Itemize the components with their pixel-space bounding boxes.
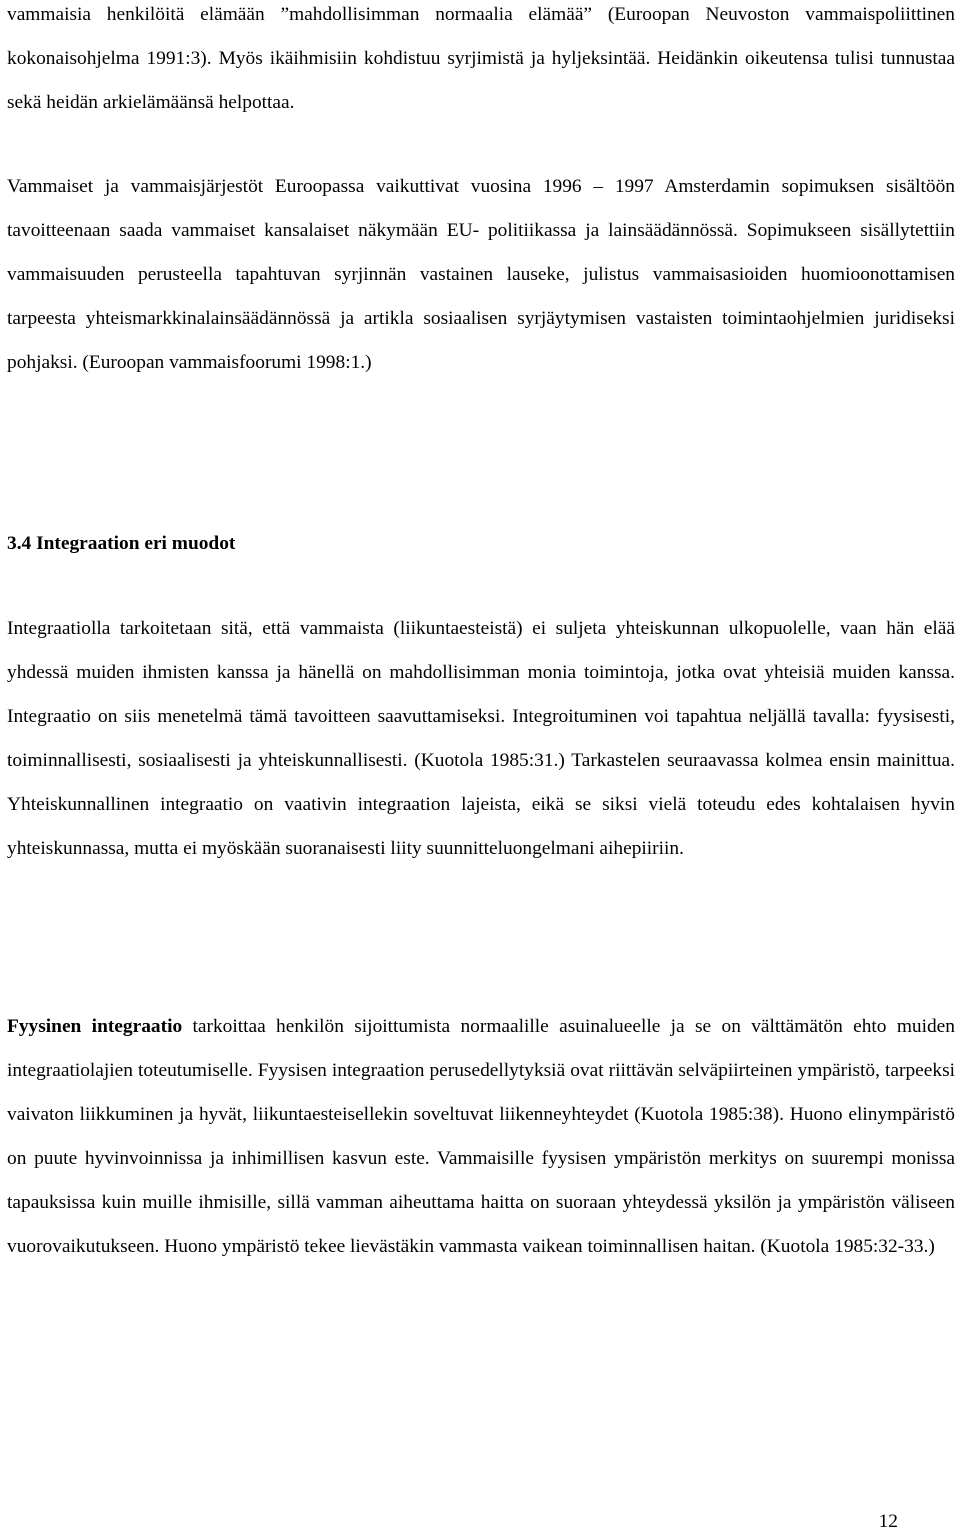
section-heading: 3.4 Integraation eri muodot — [7, 533, 236, 554]
physical-integration-text: tarkoittaa henkilön sijoittumista normaalille asuinalueelle ja se on välttämätön ehto muiden integraatiolajien toteutumiselle. Fyysisen integraation perusedellytyksiä ovat riittävän selväpiirteinen ympäristö, tarpeeksi vaivaton liikkuminen ja hyvät, liikuntaesteisellekin soveltuvat liikenneyhteydet (Kuotola 1985:38). Huono elinympäristö on puute hyvinvoinnissa ja inhimillisen kasvun este. Vammaisille fyysisen ympäristön merkitys on suurempi monissa tapauksissa kuin muille ihmisille, sillä vamman aiheuttama haitta on suoraan yhteydessä yksilön ja ympäristön väliseen vuorovaikutukseen. Huono ympäristö tekee lievästäkin vammasta vaikean toiminnallisen haitan. (Kuotola 1985:32-33.) — [7, 1016, 955, 1257]
body-paragraph-physical-integration — [7, 1005, 955, 1269]
body-paragraph-integration-definition: Integraatiolla tarkoitetaan sitä, että vammaista (liikuntaesteistä) ei suljeta yhteiskunnan ulkopuolelle, vaan hän elää yhdessä muiden ihmisten kanssa ja hänellä on mahdollisimman monia toimintoja, jotka ovat yhteisiä muiden kanssa. Integraatio on siis menetelmä tämä tavoitteen saavuttamiseksi. Integroituminen voi tapahtua neljällä tavalla: fyysisesti, toiminnallisesti, sosiaalisesti ja yhteiskunnallisesti. (Kuotola 1985:31.) Tarkastelen seuraavassa kolmea ensin mainittua. Yhteiskunnallinen integraatio on vaativin integraation lajeista, eikä se siksi vielä toteudu edes kohtalaisen hyvin yhteiskunnassa, mutta ei myöskään suoranaisesti liity suunnitteluongelmani aihepiiriin. — [7, 618, 955, 859]
body-paragraph-vammaisia: vammaisia henkilöitä elämään ”mahdollisimman normaalia elämää” (Euroopan Neuvoston vammaispoliittinen kokonaisohjelma 1991:3). Myös ikäihmisiin kohdistuu syrjimistä ja hyljeksintää. Heidänkin oikeutensa tulisi tunnustaa sekä heidän arkielämäänsä helpottaa. — [7, 4, 955, 113]
physical-integration-term: Fyysinen integraatio — [7, 1016, 183, 1037]
body-paragraph-amsterdam-treaty: Vammaiset ja vammaisjärjestöt Euroopassa vaikuttivat vuosina 1996 – 1997 Amsterdamin sopimuksen sisältöön tavoitteenaan saada vammaiset kansalaiset näkymään EU- politiikassa ja lainsäädännössä. Sopimukseen sisällytettiin vammaisuuden perusteella tapahtuvan syrjinnän vastainen lauseke, julistus vammaisasioiden huomioonottamisen tarpeesta yhteismarkkinalainsäädännössä ja artikla sosiaalisen syrjäytymisen vastaisten toimintaohjelmien juridiseksi pohjaksi. (Euroopan vammaisfoorumi 1998:1.) — [7, 176, 955, 373]
page-number: 12 — [878, 1511, 898, 1532]
